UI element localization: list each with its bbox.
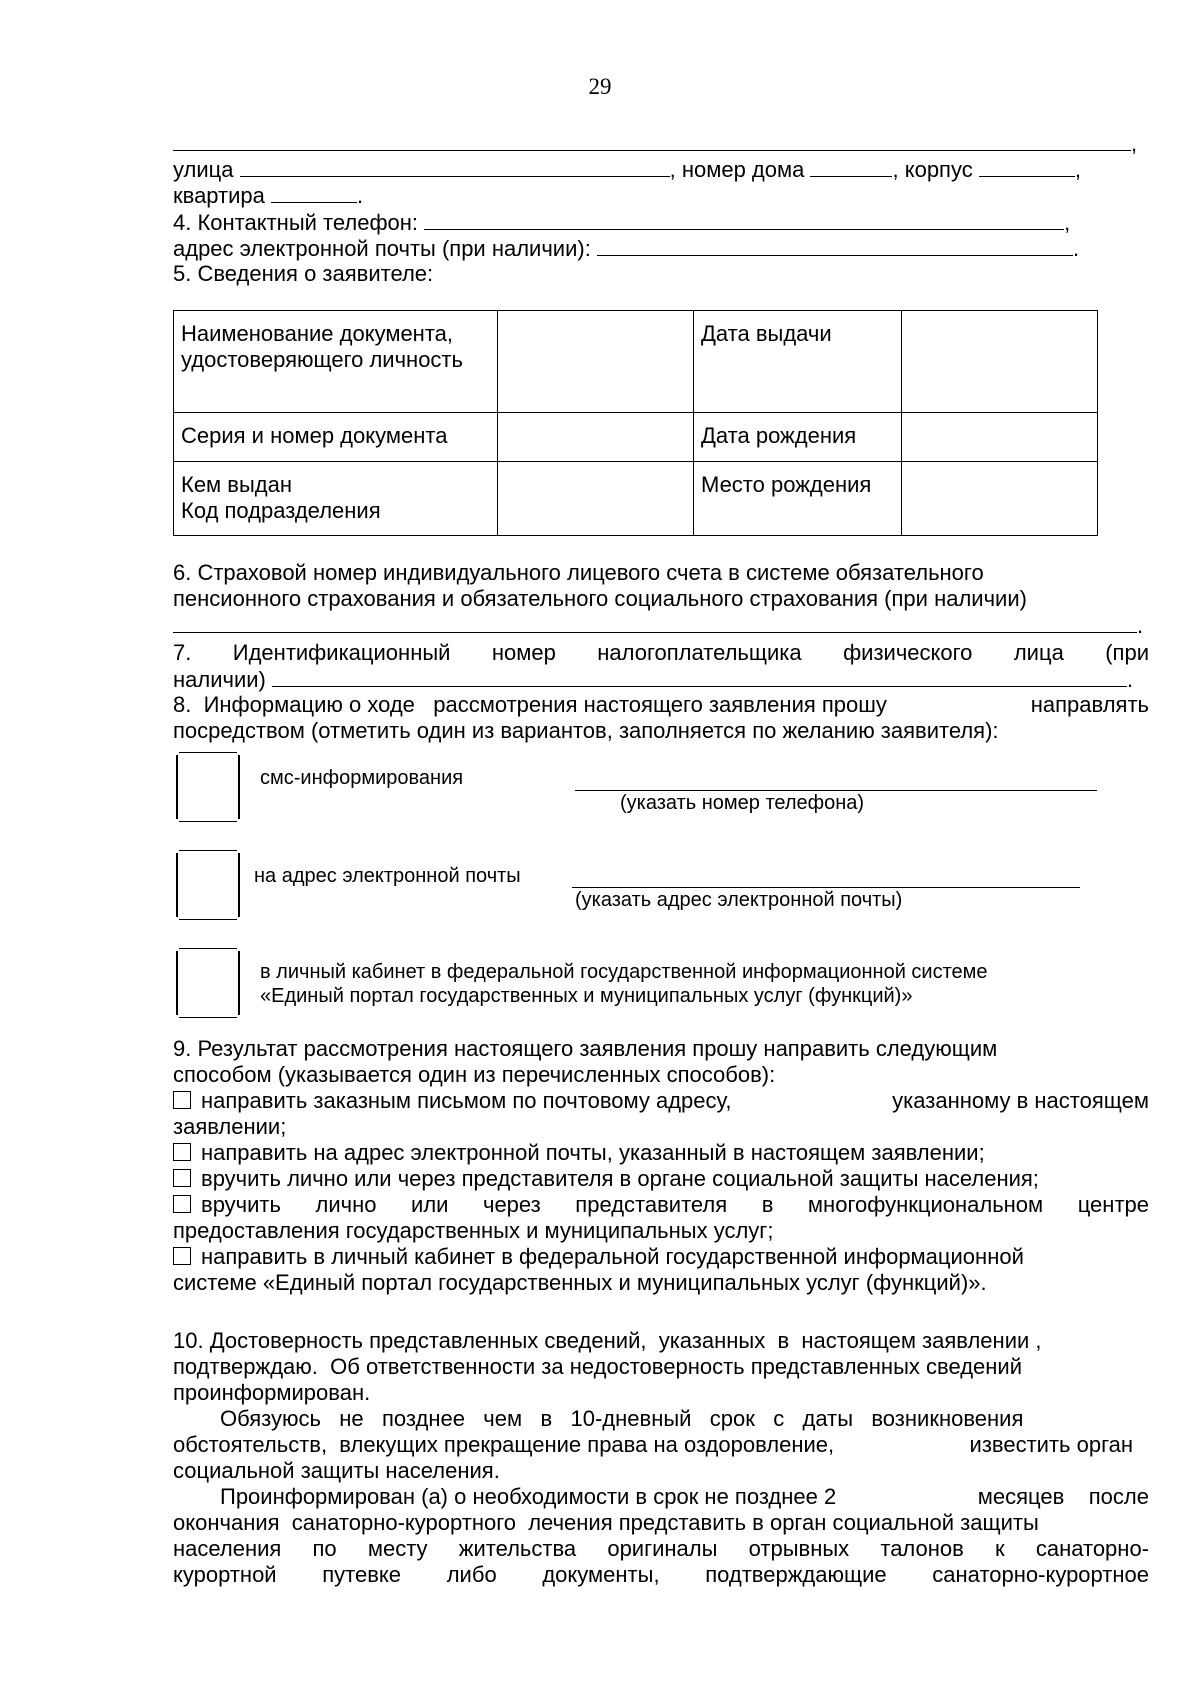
apartment-blank[interactable] bbox=[271, 182, 357, 203]
result-option-checkbox[interactable] bbox=[173, 1195, 191, 1213]
page-number: 29 bbox=[588, 74, 612, 99]
issue-date-value[interactable] bbox=[902, 311, 1098, 413]
result-option-5-line2: системе «Единый портал государственных и муниципальных услуг (функций)». bbox=[173, 1270, 987, 1295]
table-row bbox=[174, 413, 1098, 462]
item7-line1 bbox=[173, 640, 1149, 666]
portal-option-label-line2: «Единый портал государственных и муниципальных услуг (функций)» bbox=[260, 985, 913, 1007]
item7-word: 7. bbox=[173, 640, 192, 665]
birth-date-label: Дата рождения bbox=[701, 423, 857, 448]
item10-p3-line1-b: месяцев после bbox=[977, 1484, 1149, 1509]
issue-date-label: Дата выдачи bbox=[701, 321, 832, 346]
birth-date-value[interactable] bbox=[902, 413, 1098, 462]
phone-row: 4. Контактный телефон: , bbox=[173, 210, 1071, 235]
issued-by-value[interactable] bbox=[498, 462, 694, 536]
item10-p2-line2-a: обстоятельств, влекущих прекращение права на оздоровление, bbox=[173, 1432, 835, 1457]
item7-word: Идентификационный bbox=[232, 640, 451, 665]
item10-p3-line1-a: Проинформирован (а) о необходимости в срок не позднее 2 bbox=[220, 1484, 837, 1509]
result-option-checkbox[interactable] bbox=[173, 1091, 191, 1109]
address-apartment-row: квартира . bbox=[173, 183, 364, 208]
sms-option-hint: (указать номер телефона) bbox=[620, 792, 865, 814]
item6-line1: 6. Страховой номер индивидуального лицевого счета в системе обязательного bbox=[173, 560, 984, 585]
house-blank[interactable] bbox=[810, 156, 892, 177]
item10-p3-line2: окончания санаторно-курортного лечения представить в орган социальной защиты bbox=[173, 1510, 1039, 1535]
item6-line2: пенсионного страхования и обязательного социального страхования (при наличии) bbox=[173, 586, 1027, 611]
email-option-label: на адрес электронной почты bbox=[254, 865, 521, 887]
series-number-label: Серия и номер документа bbox=[181, 423, 448, 448]
item7-line2-label: наличии) bbox=[173, 667, 266, 692]
address-blank[interactable] bbox=[173, 130, 1131, 151]
result-option-2 bbox=[173, 1140, 1149, 1166]
street-blank[interactable] bbox=[240, 156, 670, 177]
item10-p3-line3: населения по месту жительства оригиналы отрывных талонов к санаторно- bbox=[173, 1536, 1149, 1561]
result-option-4 bbox=[173, 1192, 1149, 1218]
item7-line2: наличии) . bbox=[173, 667, 1134, 692]
item9-line1: 9. Результат рассмотрения настоящего заявления прошу направить следующим bbox=[173, 1036, 998, 1061]
birth-place-cell bbox=[694, 462, 902, 536]
issued-by-cell bbox=[174, 462, 498, 536]
result-option-1-line2: заявлении; bbox=[173, 1114, 287, 1139]
division-code-label: Код подразделения bbox=[181, 498, 381, 523]
result-option-1-text-b: указанному в настоящем bbox=[892, 1088, 1149, 1113]
result-option-checkbox[interactable] bbox=[173, 1143, 191, 1161]
item5-title: 5. Сведения о заявителе: bbox=[173, 261, 434, 286]
email-row: адрес электронной почты (при наличии): . bbox=[173, 236, 1080, 261]
table-row bbox=[174, 311, 1098, 413]
item10-p1-line1: 10. Достоверность представленных сведений, указанных в настоящем заявлении , bbox=[173, 1328, 1042, 1353]
item7-word: номер bbox=[491, 640, 556, 665]
email-blank[interactable] bbox=[597, 235, 1073, 256]
result-option-checkbox[interactable] bbox=[173, 1247, 191, 1265]
email-option-checkbox[interactable] bbox=[176, 850, 240, 920]
result-option-2-text: направить на адрес электронной почты, указанный в настоящем заявлении; bbox=[201, 1140, 985, 1165]
phone-blank[interactable] bbox=[424, 209, 1064, 230]
item10-p2-line2 bbox=[173, 1432, 1133, 1458]
item8-line1-part1: 8. Информацию о ходе рассмотрения настоящего заявления прошу bbox=[173, 692, 887, 717]
portal-option-checkbox[interactable] bbox=[176, 948, 240, 1018]
doc-name-value[interactable] bbox=[498, 311, 694, 413]
portal-option-label-line1: в личный кабинет в федеральной государственной информационной системе bbox=[260, 961, 988, 983]
item10-p3-line1 bbox=[220, 1484, 1149, 1510]
birth-place-value[interactable] bbox=[902, 462, 1098, 536]
item8-line1 bbox=[173, 692, 1149, 718]
result-option-3-text: вручить лично или через представителя в органе социальной защиты населения; bbox=[201, 1166, 1039, 1191]
item10-p2-line2-b: известить орган bbox=[969, 1432, 1133, 1457]
item7-word: налогоплательщика bbox=[597, 640, 802, 665]
snils-blank[interactable] bbox=[173, 612, 1137, 633]
birth-date-cell bbox=[694, 413, 902, 462]
item10-p2-line1: Обязуюсь не позднее чем в 10-дневный срок с даты возникновения bbox=[220, 1406, 1024, 1431]
result-option-1-text-a: направить заказным письмом по почтовому адресу, bbox=[201, 1088, 732, 1113]
email-option-hint: (указать адрес электронной почты) bbox=[575, 889, 903, 911]
item7-word: (при bbox=[1105, 640, 1149, 665]
table-row bbox=[174, 462, 1098, 536]
result-option-5-text: направить в личный кабинет в федеральной государственной информационной bbox=[201, 1244, 1024, 1269]
building-label: , корпус bbox=[892, 157, 973, 182]
sms-option-checkbox[interactable] bbox=[176, 752, 240, 822]
result-option-3 bbox=[173, 1166, 1149, 1192]
issue-date-cell bbox=[694, 311, 902, 413]
item7-word: лица bbox=[1013, 640, 1064, 665]
email-label: адрес электронной почты (при наличии): bbox=[173, 236, 591, 261]
item10-p1-line3: проинформирован. bbox=[173, 1380, 371, 1405]
result-option-5 bbox=[173, 1244, 1149, 1270]
item6-blank-row: . bbox=[173, 612, 1149, 639]
phone-label: 4. Контактный телефон: bbox=[173, 210, 419, 235]
series-number-cell bbox=[174, 413, 498, 462]
birth-place-label: Место рождения bbox=[701, 472, 872, 497]
address-continuation-line: , bbox=[173, 130, 1149, 157]
address-street-row: улица , номер дома , корпус , bbox=[173, 157, 1081, 182]
result-option-checkbox[interactable] bbox=[173, 1169, 191, 1187]
item9-line2: способом (указывается один из перечисленных способов): bbox=[173, 1062, 776, 1087]
result-option-4-line2: предоставления государственных и муниципальных услуг; bbox=[173, 1218, 774, 1243]
inn-blank[interactable] bbox=[272, 666, 1127, 687]
apartment-label: квартира bbox=[173, 183, 265, 208]
item10-p3-line4: курортной путевке либо документы, подтверждающие санаторно-курортное bbox=[173, 1562, 1149, 1587]
result-option-4-text: вручить лично или через представителя в многофункциональном центре bbox=[201, 1192, 1149, 1217]
item8-line2: посредством (отметить один из вариантов, заполняется по желанию заявителя): bbox=[173, 718, 999, 743]
building-blank[interactable] bbox=[979, 156, 1075, 177]
doc-name-label: Наименование документа, удостоверяющего личность bbox=[181, 321, 463, 372]
doc-name-cell bbox=[174, 311, 498, 413]
item8-line1-part2: направлять bbox=[1030, 692, 1149, 717]
applicant-id-table bbox=[173, 310, 1098, 536]
issued-by-label: Кем выдан bbox=[181, 472, 293, 497]
item10-p1-line2: подтверждаю. Об ответственности за недостоверность представленных сведений bbox=[173, 1354, 1022, 1379]
house-label: , номер дома bbox=[669, 157, 805, 182]
result-option-1 bbox=[173, 1088, 1149, 1114]
street-label: улица bbox=[173, 157, 234, 182]
series-number-value[interactable] bbox=[498, 413, 694, 462]
item10-p2-line3: социальной защиты населения. bbox=[173, 1458, 500, 1483]
sms-option-label: смс-информирования bbox=[260, 767, 464, 789]
item7-word: физического bbox=[843, 640, 973, 665]
